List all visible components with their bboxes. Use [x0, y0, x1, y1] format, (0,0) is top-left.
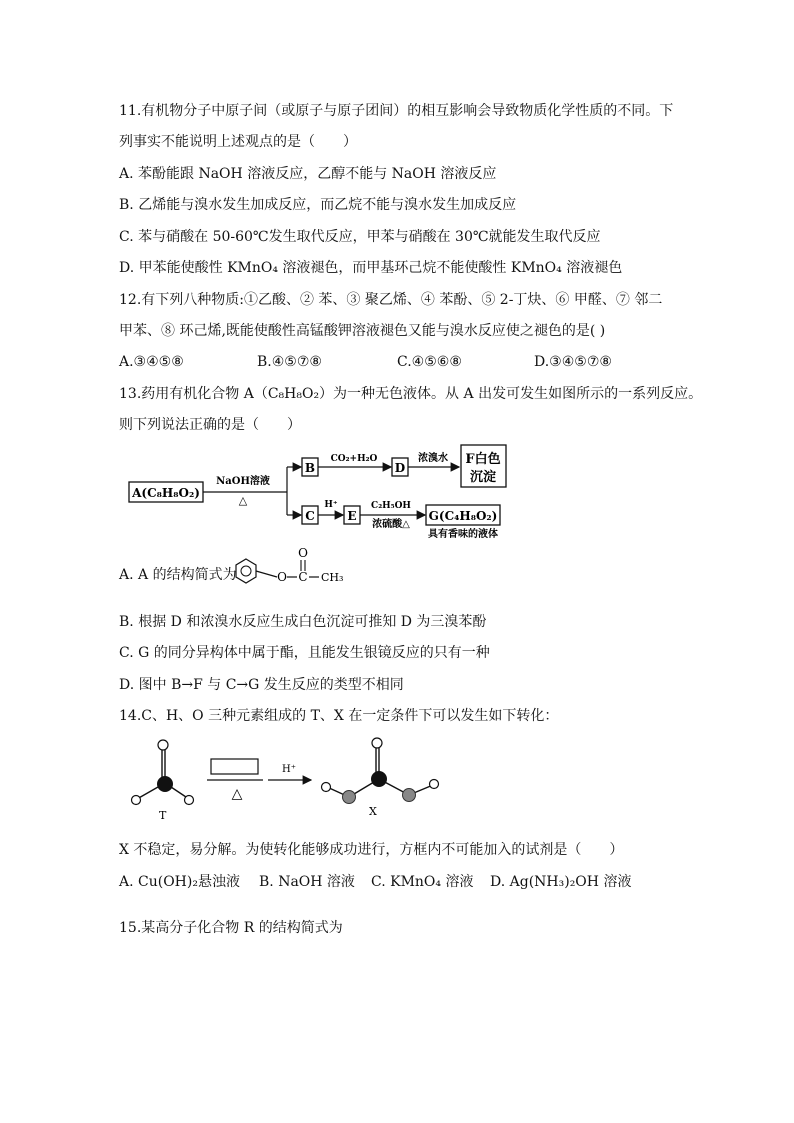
scheme-f-line1: F白色 — [465, 452, 501, 467]
q13-stem-line1: 13.药用有机化合物 A（C₈H₈O₂）为一种无色液体。从 A 出发可发生如图所示的一系列反应。 — [119, 386, 703, 402]
scheme-c-label: C — [305, 509, 315, 523]
q13-option-b: B. 根据 D 和浓溴水反应生成白色沉淀可推知 D 为三溴苯酚 — [119, 614, 487, 630]
q11-option-a: A. 苯酚能跟 NaOH 溶液反应，乙醇不能与 NaOH 溶液反应 — [119, 166, 497, 182]
reagent-blank-box — [211, 759, 258, 774]
scheme-h2so4-label: 浓硫酸△ — [372, 519, 410, 530]
q12-option-d: D.③④⑤⑦⑧ — [534, 354, 612, 370]
q14-option-d: D. Ag(NH₃)₂OH 溶液 — [490, 874, 632, 890]
q14-line2: X 不稳定，易分解。为使转化能够成功进行，方框内不可能加入的试剂是（ ） — [119, 842, 624, 858]
q13-option-a-prefix: A. A 的结构简式为 — [119, 567, 237, 583]
q11-option-b: B. 乙烯能与溴水发生加成反应，而乙烷不能与溴水发生加成反应 — [119, 197, 517, 213]
q14-stem: 14.C、H、O 三种元素组成的 T、X 在一定条件下可以发生如下转化： — [119, 708, 559, 724]
molecule-t-label: T — [159, 809, 167, 822]
q12-stem-line1: 12.有下列八种物质:①乙酸、② 苯、③ 聚乙烯、④ 苯酚、⑤ 2-丁炔、⑥ 甲醛、⑦ 邻二 — [119, 292, 663, 308]
struct-carbonyl-o: O — [298, 546, 308, 560]
q11-stem-line1: 11.有机物分子中原子间（或原子与原子团间）的相互影响会导致物质化学性质的不同。下 — [119, 103, 674, 119]
q13-option-c: C. G 的同分异构体中属于酯，且能发生银镜反应的只有一种 — [119, 645, 490, 661]
scheme-f-line2: 沉淀 — [469, 470, 497, 485]
q12-option-c: C.④⑤⑥⑧ — [397, 354, 462, 370]
q15-stem: 15.某高分子化合物 R 的结构简式为 — [119, 920, 343, 936]
struct-carbon: C — [298, 570, 308, 584]
scheme-naoh-label: NaOH溶液 — [216, 476, 270, 487]
q13-option-a — [119, 565, 237, 585]
q12-stem-line2: 甲苯、⑧ 环己烯,既能使酸性高锰酸钾溶液褪色又能与溴水反应使之褪色的是( ) — [119, 323, 606, 339]
scheme-e-label: E — [347, 509, 357, 523]
molecule-x-label: X — [369, 805, 377, 818]
q12-option-a: A.③④⑤⑧ — [119, 354, 184, 370]
q14-option-a: A. Cu(OH)₂悬浊液 — [119, 874, 240, 890]
q11-option-d: D. 甲苯能使酸性 KMnO₄ 溶液褪色，而甲基环己烷不能使酸性 KMnO₄ 溶液褪色 — [119, 260, 623, 276]
q12-option-b: B.④⑤⑦⑧ — [257, 354, 322, 370]
struct-ester-o: O — [277, 570, 287, 584]
q13-stem-line2: 则下列说法正确的是（ ） — [119, 417, 301, 433]
scheme-d-label: D — [394, 461, 406, 475]
q14-option-c: C. KMnO₄ 溶液 — [371, 874, 474, 890]
q11-stem-line2: 列事实不能说明上述观点的是（ ） — [119, 134, 357, 150]
q11-option-c: C. 苯与硝酸在 50-60℃发生取代反应，甲苯与硝酸在 30℃就能发生取代反应 — [119, 229, 601, 245]
q14-delta-label: △ — [231, 786, 243, 802]
scheme-brwater-label: 浓溴水 — [418, 453, 448, 464]
scheme-g-label: G(C₄H₈O₂) — [428, 509, 498, 523]
struct-ch3: CH₃ — [321, 571, 344, 584]
q13-option-d: D. 图中 B→F 与 C→G 发生反应的类型不相同 — [119, 677, 404, 693]
scheme-a-label: A(C₈H₈O₂) — [132, 486, 200, 500]
q14-conversion-diagram — [125, 735, 455, 825]
q13-reaction-scheme — [125, 440, 515, 540]
scheme-etoh-label: C₂H₅OH — [371, 501, 411, 511]
scheme-delta-label: △ — [238, 494, 248, 507]
scheme-b-label: B — [304, 461, 316, 475]
q14-option-b: B. NaOH 溶液 — [259, 874, 355, 890]
phenyl-acetate-structure — [230, 545, 360, 595]
scheme-hplus-label: H⁺ — [324, 500, 338, 510]
scheme-co2-label: CO₂+H₂O — [330, 454, 378, 464]
scheme-g-note: 具有香味的液体 — [428, 529, 498, 540]
q14-hplus-label: H⁺ — [282, 764, 296, 775]
